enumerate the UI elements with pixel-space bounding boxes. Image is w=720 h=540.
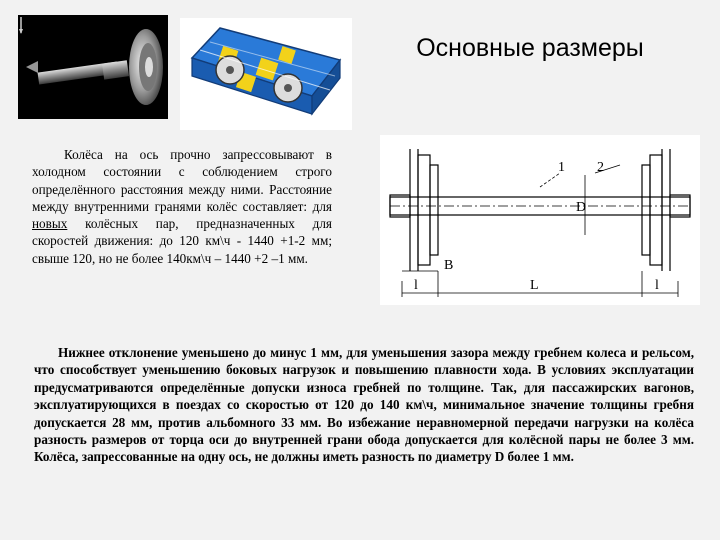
slide-title: Основные размеры (416, 34, 644, 62)
callout-2-label: 2 (597, 160, 604, 175)
callout-1-label: 1 (558, 160, 565, 175)
center-dim-label: L (530, 278, 539, 293)
b-label: B (444, 258, 454, 273)
bogie-graphic (180, 18, 352, 130)
wheelset-photo (18, 15, 168, 119)
para1-underlined: новых (32, 216, 68, 232)
tolerance-paragraph (34, 344, 694, 466)
para2-text: Нижнее отклонение уменьшено до минус 1 мм, для уменьшения зазора между гребнем колеса и рельсом, что способствует уменьшению боковых нагрузок и повышению плавности хода. В условиях эксплуатации предусматриваются определённые допуски износа гребней по толщине. Так, для пассажирских вагонов, эксплуатирующихся в поездах со скоростью от 120 до 140 км\ч, минимальное значение толщины гребня допускается 28 мм, против альбомного 33 мм. Во избежание неравномерной передачи нагрузки на колёса разность размеров от торца оси до внутренней грани обода допускается для колёсной пары не более 3 мм. Колёса, запрессованные на одну ось, не должны иметь разность по диаметру D более 1 мм. (34, 345, 694, 465)
wheelset-photo-graphic (18, 15, 168, 119)
right-dim-label: l (655, 278, 659, 293)
wheel-press-paragraph (32, 146, 332, 267)
diameter-label: D (576, 200, 587, 215)
para1-rest: колёсных пар, предназначенных для скоростей движения: до 120 км\ч - 1440 +1-2 мм; свыше 120, но не более 140км\ч – 1440 +2 –1 мм. (32, 216, 332, 266)
bogie-illustration (180, 18, 352, 130)
wheelset-drawing-graphic (380, 135, 700, 305)
left-dim-label: l (414, 278, 418, 293)
para1-intro: Колёса на ось прочно запрессовывают в холодном состоянии с соблюдением строго определённого расстояния между ними. Расстояние между внутренними гранями колёс составляет: для (32, 147, 332, 214)
wheelset-drawing (380, 135, 700, 305)
